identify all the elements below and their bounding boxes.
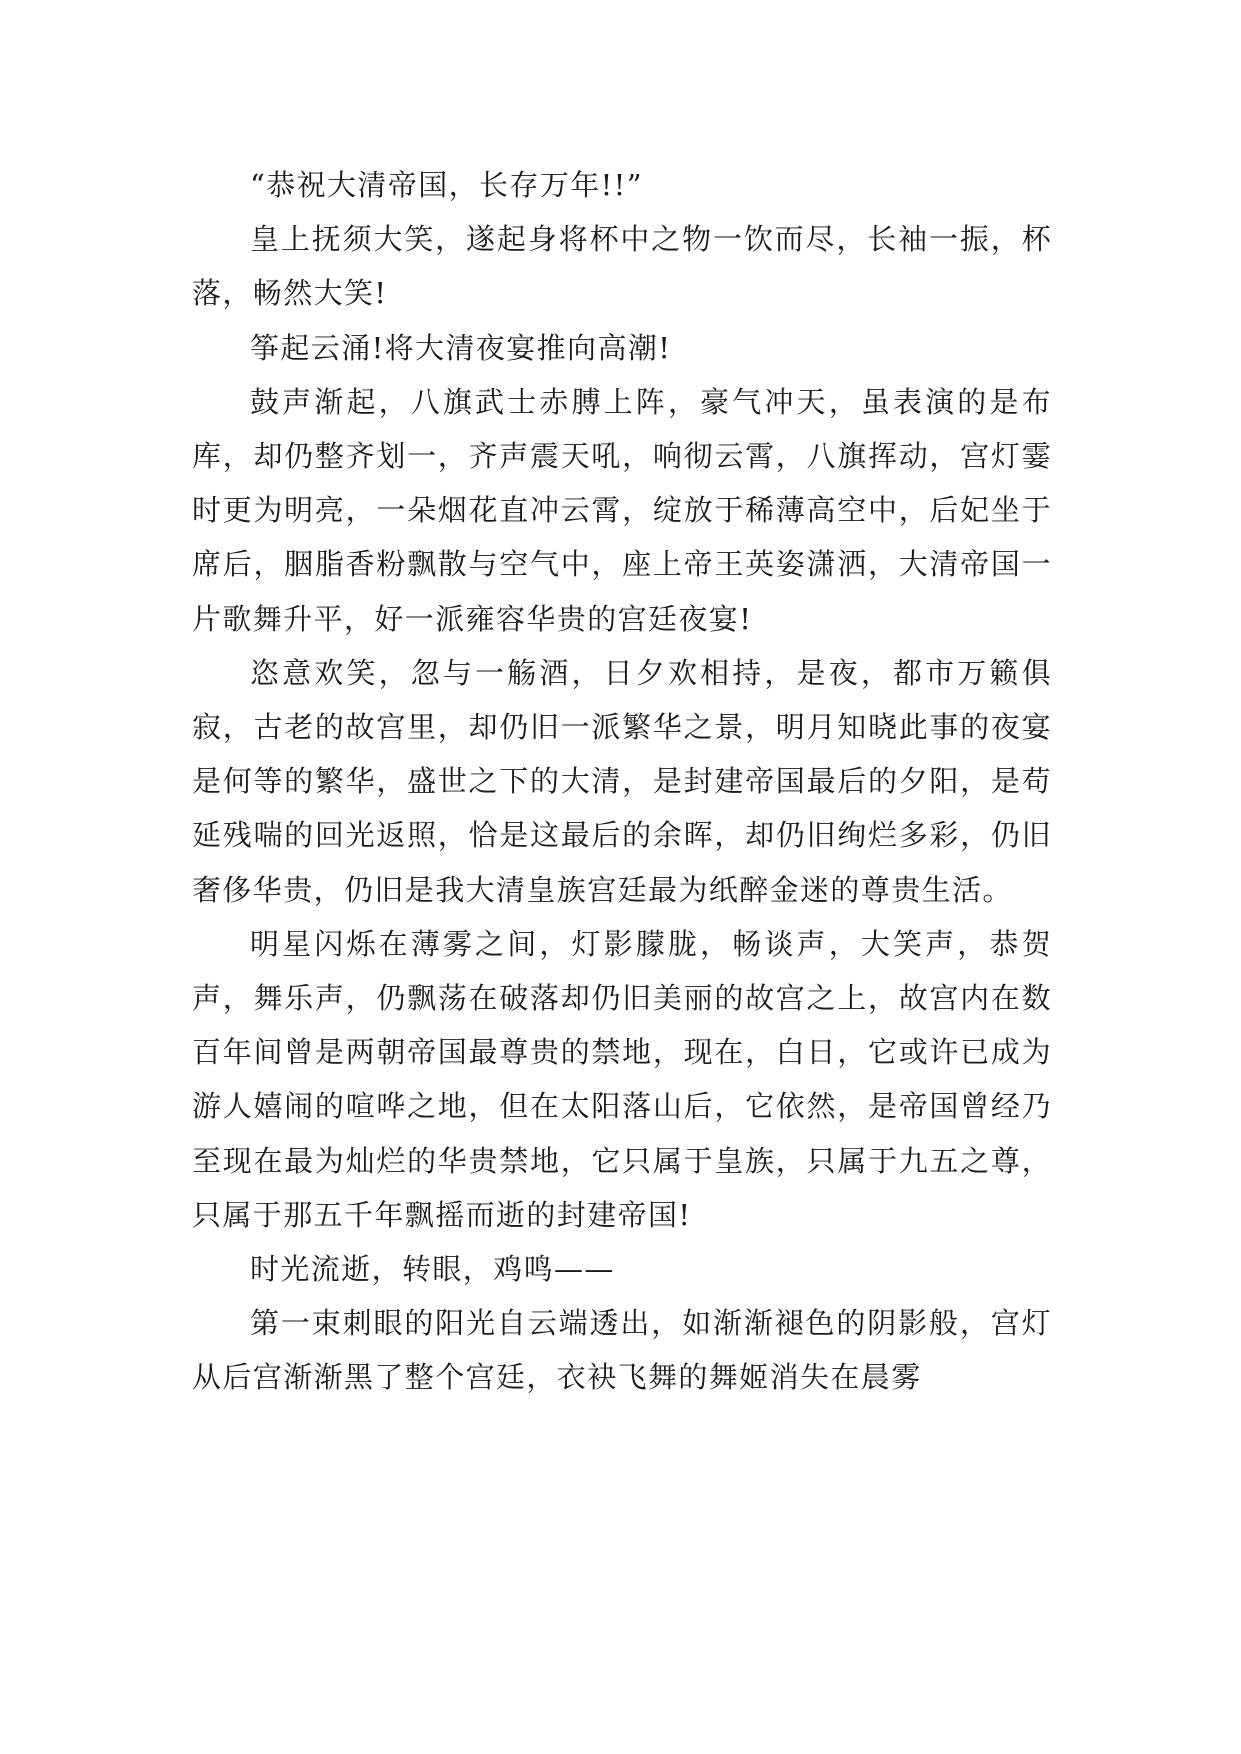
body-text (192, 158, 1052, 1405)
paragraph-emperor-laughs: 皇上抚须大笑，遂起身将杯中之物一饮而尽，长袖一振，杯落，畅然大笑! (192, 222, 1052, 311)
paragraph-zither: 筝起云涌!将大清夜宴推向高潮! (250, 330, 672, 365)
paragraph-stars: 明星闪烁在薄雾之间，灯影朦胧，畅谈声，大笑声，恭贺声，舞乐声，仍飘荡在破落却仍旧美丽的故宫之上，故宫内在数百年间曾是两朝帝国最尊贵的禁地，现在，白日，它或许已成为游人嬉闹的喧哗之地，但在太阳落山后，它依然，是帝国曾经乃至现在最为灿烂的华贵禁地，它只属于皇族，只属于九五之尊，只属于那五千年飘摇而逝的封建帝国! (192, 926, 1052, 1232)
paragraph-time-passes: 时光流逝，转眼，鸡鸣—— (250, 1252, 615, 1287)
paragraph-drums: 鼓声渐起，八旗武士赤膊上阵，豪气冲天，虽表演的是布库，却仍整齐划一，齐声震天吼，响彻云霄，八旗挥动，宫灯霎时更为明亮，一朵烟花直冲云霄，绽放于稀薄高空中，后妃坐于席后，胭脂香粉飘散与空气中，座上帝王英姿潇洒，大清帝国一片歌舞升平，好一派雍容华贵的宫廷夜宴! (192, 384, 1052, 636)
paragraph-revelry: 恣意欢笑，忽与一觞酒，日夕欢相持，是夜，都市万籁俱寂，古老的故宫里，却仍旧一派繁华之景，明月知晓此事的夜宴是何等的繁华，盛世之下的大清，是封建帝国最后的夕阳，是苟延残喘的回光返照，恰是这最后的余晖，却仍旧绚烂多彩，仍旧奢侈华贵，仍旧是我大清皇族宫廷最为纸醉金迷的尊贵生活。 (192, 655, 1052, 907)
paragraph-toast: “恭祝大清帝国，长存万年!!” (250, 168, 643, 202)
paragraph-dawn: 第一束刺眼的阳光自云端透出，如渐渐褪色的阴影般，宫灯从后宫渐渐黑了整个宫廷，衣袂飞舞的舞姬消失在晨雾 (192, 1306, 1052, 1395)
